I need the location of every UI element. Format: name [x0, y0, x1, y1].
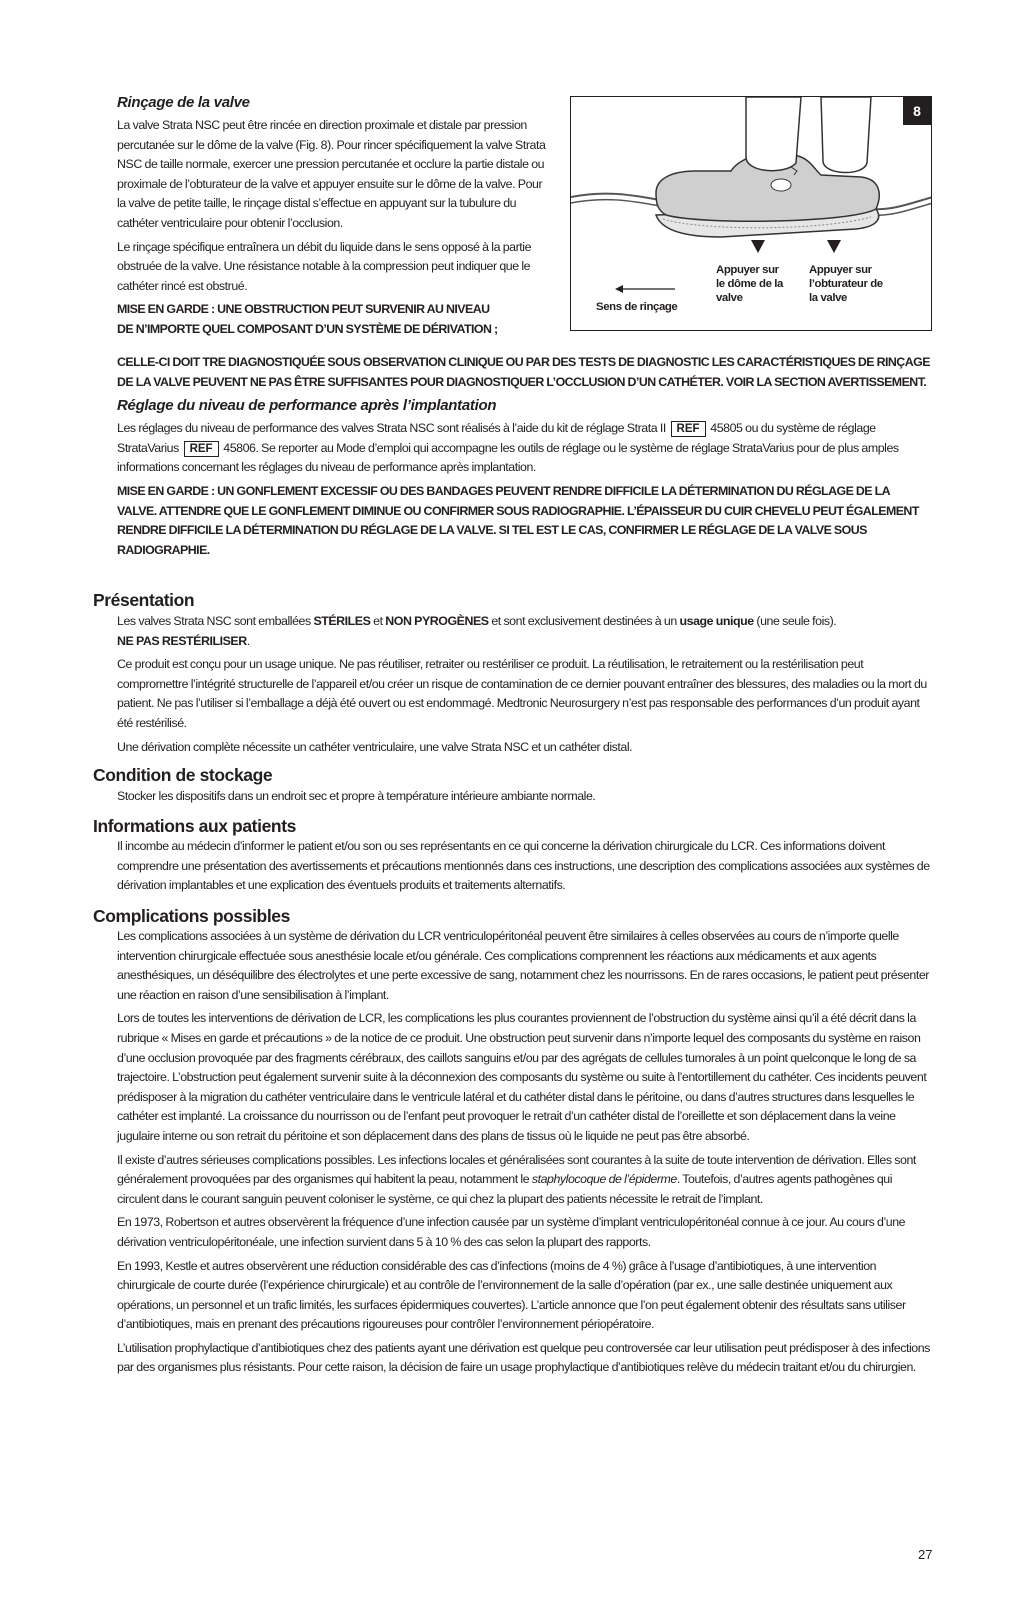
- complications-p3-italic: staphylocoque de l’épiderme: [531, 1172, 677, 1187]
- presentation-sterile: STÉRILES: [313, 614, 371, 628]
- reglage-paragraph: [117, 419, 930, 478]
- rincage-warning-line-2: DE N’IMPORTE QUEL COMPOSANT D’UN SYSTÈME DE DÉRIVATION ;: [117, 321, 498, 336]
- reglage-text-c: 45806. Se reporter au Mode d’emploi qui accompagne les outils de réglage ou le système de réglage StrataVarius pour de plus amples informations concernant les réglages du niveau de performance après implantation.: [117, 440, 899, 475]
- presentation-text-a: Les valves Strata NSC sont emballées: [117, 614, 311, 628]
- presentation-usage-unique: usage unique: [679, 614, 754, 628]
- rincage-paragraph-1: La valve Strata NSC peut être rincée en direction proximale et distale par pression percutanée sur le dôme de la valve (Fig. 8). Pour rincer spécifiquement la valve Strata NSC de taille normale, exercer une pression percutanée et occlure la partie distale ou proximale de l’obturateur de la valve et appuyer ensuite sur le dôme de la valve. Pour la valve de petite taille, le rinçage distal s’effectue en appuyant sur la tubulure du cathéter ventriculaire pour obtenir l’occlusion.: [117, 118, 546, 230]
- figure-8: [570, 96, 932, 331]
- presentation-section: [117, 612, 930, 761]
- complications-section: [117, 927, 930, 1382]
- stockage-title: Condition de stockage: [93, 765, 273, 785]
- complications-paragraph-5: En 1993, Kestle et autres observèrent une réduction considérable des cas d’infections (moins de 4 %) grâce à l’usage d’antibiotiques, à une intervention chirurgicale de courte durée (l’expérience chirurgicale) et au contrôle de l’environnement de la salle d’opération (par ex., une salle destinée uniquement aux opérations, un personnel et un trafic limités, les surfaces épidermiques couvertes). L’article annonce que l’on peut également obtenir des résultats sans utiliser d’antibiotiques, mais en prenant des précautions rigoureuses pour contrôler l’environnement périopératoire.: [117, 1258, 906, 1332]
- rincage-warning-line-1: MISE EN GARDE : UNE OBSTRUCTION PEUT SURVENIR AU NIVEAU: [117, 302, 490, 317]
- figure-number: 8: [903, 97, 931, 125]
- presentation-text-b: et sont exclusivement destinées à un: [491, 614, 677, 628]
- stockage-paragraph: Stocker les dispositifs dans un endroit sec et propre à température intérieure ambiante normale.: [117, 789, 596, 803]
- rincage-title: Rinçage de la valve: [117, 94, 250, 111]
- complications-paragraph-4: En 1973, Robertson et autres observèrent la fréquence d’une infection causée par un système d’implant ventriculopéritonéal connue à ce jour. Au cours d’une dérivation ventriculopéritonéale, une infection survient dans 5 à 10 % des cas selon la plupart des rapports.: [117, 1215, 906, 1249]
- reglage-text-b: 45805 ou du système de réglage StrataVarius: [117, 421, 876, 455]
- complications-title: Complications possibles: [93, 906, 290, 926]
- rincage-section: [117, 93, 548, 340]
- presentation-text-c: (une seule fois).: [756, 614, 837, 628]
- main-column: [117, 353, 930, 564]
- figure-label-dome: Appuyer sur le dôme de la valve: [716, 264, 783, 304]
- stockage-section: [117, 787, 930, 811]
- reglage-text-a: Les réglages du niveau de performance des valves Strata NSC sont réalisés à l’aide du kit de réglage Strata II: [117, 421, 666, 436]
- presentation-ne-pas-resteriliser: NE PAS RESTÉRILISER: [117, 633, 247, 648]
- figure-label-obturateur: Appuyer sur l’obturateur de la valve: [809, 264, 883, 304]
- presentation-end: .: [246, 633, 250, 648]
- presentation-non-pyrogenes: NON PYROGÈNES: [385, 614, 489, 628]
- complications-p3-text-a: Il existe d’autres sérieuses complications possibles. Les infections locales et généralisées sont courantes à la suite de toute intervention de dérivation. Elles sont généralement provoquées par des organismes qui habitent la peau, notamment le: [117, 1152, 916, 1187]
- ref-badge-1: REF: [671, 421, 706, 437]
- reglage-title: Réglage du niveau de performance après l’implantation: [117, 397, 497, 415]
- patients-title: Informations aux patients: [93, 816, 296, 836]
- presentation-title: Présentation: [93, 590, 195, 610]
- presentation-paragraph-3: Une dérivation complète nécessite un cathéter ventriculaire, une valve Strata NSC et un cathéter distal.: [117, 739, 633, 754]
- presentation-paragraph-1: [117, 612, 930, 651]
- presentation-et: et: [373, 614, 383, 628]
- presentation-paragraph-2: Ce produit est conçu pour un usage unique. Ne pas réutiliser, retraiter ou restériliser ce produit. La réutilisation, le retraitement ou la restérilisation peut compromettre l’intégrité structurelle de l’appareil et/ou créer un risque de contamination de ce dernier pouvant entraîner des blessures, des maladies ou la mort du patient. Ne pas l’utiliser si l’emballage a déjà été ouvert ou est endommagé. Medtronic Neurosurgery n’est pas responsable des performances d’un produit ayant été restérilisé.: [117, 657, 927, 730]
- complications-paragraph-2: Lors de toutes les interventions de dérivation de LCR, les complications les plus courantes proviennent de l’obstruction du système ainsi qu’il a été décrit dans la rubrique « Mises en garde et précautions » de la notice de ce produit. Une obstruction peut survenir dans n’importe lequel des composants du système en raison d’une occlusion provoquée par des fragments cérébraux, des caillots sanguins et/ou par des agrégats de cellules tumorales à un point quelconque le long de sa trajectoire. L’obstruction peut également survenir suite à la déconnexion des composants du système ou suite à l’entortillement du cathéter. Ces incidents peuvent prédisposer à la migration du cathéter ventriculaire dans le ventricule latéral et du cathéter distal dans le péritoine, ou dans d’autres structures dans lesquelles le cathéter est implanté. La croissance du nourrisson ou de l’enfant peut provoquer le retrait d’un cathéter distal de l’oreillette et son déplacement dans la veine jugulaire interne ou son retrait du péritoine et son déplacement dans des plans de tissus où le liquide ne peut pas être absorbé.: [117, 1011, 927, 1143]
- figure-label-direction: Sens de rinçage: [596, 301, 678, 313]
- complications-paragraph-6: L’utilisation prophylactique d’antibiotiques chez des patients ayant une dérivation est quelque peu controversée car leur utilisation peut prédisposer à des infections par des organismes plus résistants. Pour cette raison, la décision de faire un usage prophylactique d’antibiotiques relève du médecin traitant et/ou du chirurgien.: [117, 1340, 930, 1375]
- rincage-warning-continuation: CELLE-CI DOIT TRE DIAGNOSTIQUÉE SOUS OBSERVATION CLINIQUE OU PAR DES TESTS DE DIAGNOSTIC LES CARACTÉRISTIQUES DE RINÇAGE DE LA VALVE PEUVENT NE PAS ÊTRE SUFFISANTES POUR DIAGNOSTIQUER L’OCCLUSION D’UN CATHÉTER. VOIR LA SECTION AVERTISSEMENT.: [117, 355, 930, 389]
- patients-section: [117, 837, 930, 900]
- reglage-warning: MISE EN GARDE : UN GONFLEMENT EXCESSIF OU DES BANDAGES PEUVENT RENDRE DIFFICILE LA DÉTERMINATION DU RÉGLAGE DE LA VALVE. ATTENDRE QUE LE GONFLEMENT DIMINUE OU CONFIRMER SOUS RADIOGRAPHIE. L’ÉPAISSEUR DU CUIR CHEVELU PEUT ÉGALEMENT RENDRE DIFFICILE LA DÉTERMINATION DU RÉGLAGE DE LA VALVE. SI TEL EST LE CAS, CONFIRMER LE RÉGLAGE DE LA VALVE SOUS RADIOGRAPHIE.: [117, 483, 919, 557]
- patients-paragraph: Il incombe au médecin d’informer le patient et/ou son ou ses représentants en ce qui concerne la dérivation chirurgicale du LCR. Ces informations doivent comprendre une présentation des avertissements et précautions mentionnés dans ces instructions, une description des complications associées aux systèmes de dérivation implantables et une explication des éventuels produits et traitements alternatifs.: [117, 839, 930, 893]
- ref-badge-2: REF: [184, 441, 219, 457]
- complications-p3-text-b: . Toutefois, d’autres agents pathogènes qui circulent dans le courant sanguin peuvent coloniser le système, ce qui chez la plupart des patients nécessite le retrait de l’implant.: [117, 1172, 893, 1206]
- complications-paragraph-1: Les complications associées à un système de dérivation du LCR ventriculopéritonéal peuvent être similaires à celles observées au cours de n’importe quelle intervention chirurgicale effectuée sous anesthésie locale et/ou générale. Ces complications comprennent les réactions aux médicaments et aux agents anesthésiques, un déséquilibre des électrolytes et une perte excessive de sang, notamment chez les nourrissons. En de rares occasions, le patient peut présenter une réaction en raison d’une sensibilisation à l’implant.: [117, 929, 929, 1002]
- rincage-paragraph-2: Le rinçage spécifique entraînera un débit du liquide dans le sens opposé à la partie obstruée de la valve. Une résistance notable à la compression peut indiquer que le cathéter rincé est obstrué.: [117, 239, 532, 293]
- page-number: 27: [918, 1547, 933, 1562]
- complications-paragraph-3: [117, 1151, 930, 1210]
